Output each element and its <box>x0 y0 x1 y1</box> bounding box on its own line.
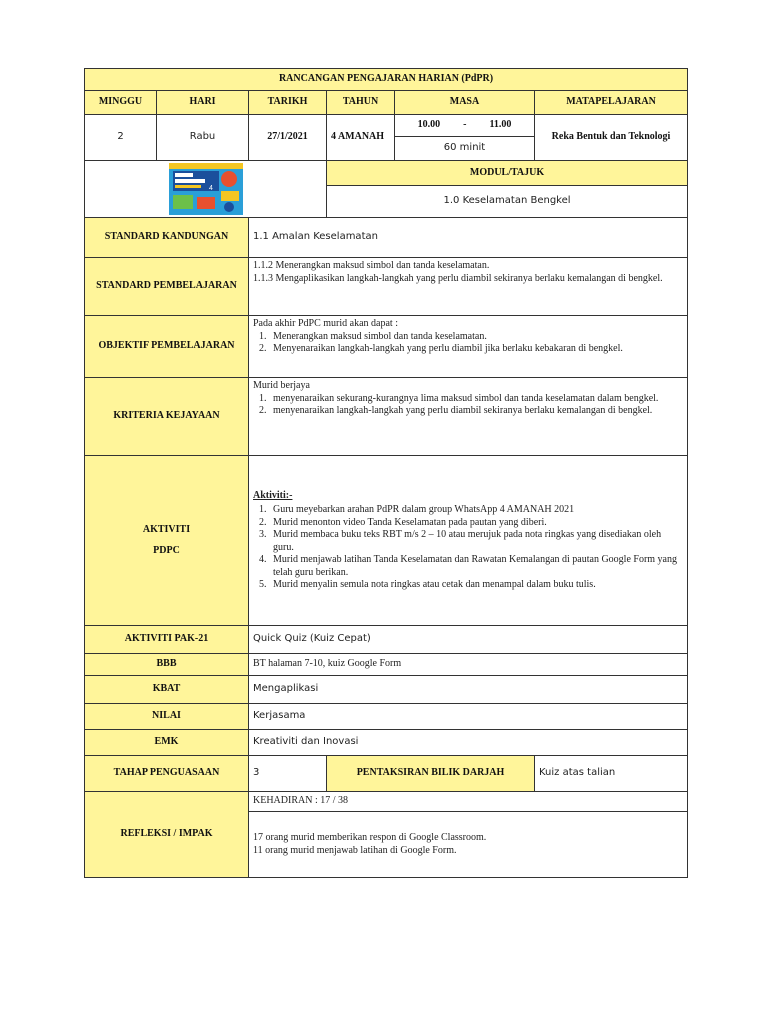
kriteria-list <box>253 393 683 418</box>
header-tarikh: TARIKH <box>249 91 327 115</box>
list-item: 2. Menyenaraikan langkah-langkah yang perlu diambil jika berlaku kebakaran di bengkel. <box>269 343 683 356</box>
emk-label: EMK <box>85 730 249 756</box>
aktiviti-label-line1: AKTIVITI <box>142 524 191 535</box>
masa-start: 10.00 <box>417 119 441 131</box>
header-matapelajaran: MATAPELAJARAN <box>535 91 688 115</box>
header-hari: HARI <box>157 91 249 115</box>
aktiviti-heading: Aktiviti:- <box>253 489 293 501</box>
kk-intro: Murid berjaya <box>253 380 310 391</box>
header-tahun: TAHUN <box>327 91 395 115</box>
standard-pembelajaran-value <box>249 258 688 316</box>
list-item: 4. Murid menjawab latihan Tanda Keselamatan dan Rawatan Kemalangan di pautan Google Form yang telah guru berikan. <box>269 554 683 579</box>
refleksi-line: 17 orang murid memberikan respon di Google Classroom. <box>253 832 487 843</box>
textbook-cover-cell <box>85 161 327 218</box>
aktiviti-pak21-value: Quick Quiz (Kuiz Cepat) <box>249 626 688 654</box>
kbat-label: KBAT <box>85 676 249 704</box>
nilai-value: Kerjasama <box>249 704 688 730</box>
refleksi-value <box>249 812 688 878</box>
nilai-label: NILAI <box>85 704 249 730</box>
matapelajaran-value: Reka Bentuk dan Teknologi <box>535 115 688 161</box>
bbb-value: BT halaman 7-10, kuiz Google Form <box>249 654 688 676</box>
modul-label: MODUL/TAJUK <box>327 161 688 186</box>
kriteria-kejayaan-label: KRITERIA KEJAYAAN <box>85 378 249 456</box>
aktiviti-pak21-label: AKTIVITI PAK-21 <box>85 626 249 654</box>
tarikh-value: 27/1/2021 <box>249 115 327 161</box>
modul-value: 1.0 Keselamatan Bengkel <box>327 186 688 218</box>
list-item: 3. Murid membaca buku teks RBT m/s 2 – 10 atau merujuk pada nota ringkas yang disediakan oleh guru. <box>269 529 683 554</box>
pbd-value: Kuiz atas talian <box>535 756 688 792</box>
header-masa: MASA <box>395 91 535 115</box>
standard-kandungan-value: 1.1 Amalan Keselamatan <box>249 218 688 258</box>
refleksi-label: REFLEKSI / IMPAK <box>85 792 249 878</box>
list-item: 2. Murid menonton video Tanda Keselamatan pada pautan yang diberi. <box>269 517 683 530</box>
hari-value: Rabu <box>157 115 249 161</box>
refleksi-line: 11 orang murid menjawab latihan di Google Form. <box>253 844 457 856</box>
objektif-intro: Pada akhir PdPC murid akan dapat : <box>253 318 398 329</box>
pbd-label: PENTAKSIRAN BILIK DARJAH <box>327 756 535 792</box>
aktiviti-list <box>253 504 683 592</box>
list-item: 1. menyenaraikan sekurang-kurangnya lima maksud simbol dan tanda keselamatan dalam bengkel. <box>269 393 683 406</box>
kbat-value: Mengaplikasi <box>249 676 688 704</box>
masa-separator: - <box>463 119 467 131</box>
lesson-plan-table <box>84 68 688 878</box>
header-minggu: MINGGU <box>85 91 157 115</box>
standard-kandungan-label: STANDARD KANDUNGAN <box>85 218 249 258</box>
aktiviti-pdpc-label <box>85 456 249 626</box>
bbb-label: BBB <box>85 654 249 676</box>
aktiviti-value <box>249 456 688 626</box>
svg-text:4: 4 <box>208 185 213 192</box>
kriteria-kejayaan-value <box>249 378 688 456</box>
objektif-value <box>249 316 688 378</box>
tahap-penguasaan-label: TAHAP PENGUASAAN <box>85 756 249 792</box>
masa-end: 11.00 <box>489 119 512 131</box>
aktiviti-label-line2: PDPC <box>153 544 180 556</box>
header-row <box>85 91 688 115</box>
textbook-cover-image <box>169 163 243 215</box>
objektif-list <box>253 331 683 356</box>
tahap-penguasaan-value: 3 <box>249 756 327 792</box>
standard-pembelajaran-label: STANDARD PEMBELAJARAN <box>85 258 249 316</box>
sp-item: 1.1.2 Menerangkan maksud simbol dan tanda keselamatan. <box>253 260 490 271</box>
list-item: 1. Menerangkan maksud simbol dan tanda keselamatan. <box>269 331 683 344</box>
list-item: 5. Murid menyalin semula nota ringkas atau cetak dan menampal dalam buku tulis. <box>269 579 683 592</box>
emk-value: Kreativiti dan Inovasi <box>249 730 688 756</box>
masa-duration: 60 minit <box>395 137 535 161</box>
list-item: 2. menyenaraikan langkah-langkah yang perlu diambil sekiranya berlaku kemalangan di bengkel. <box>269 405 683 418</box>
plan-title: RANCANGAN PENGAJARAN HARIAN (PdPR) <box>85 69 688 91</box>
minggu-value: 2 <box>85 115 157 161</box>
sp-item: 1.1.3 Mengaplikasikan langkah-langkah yang perlu diambil sekiranya berlaku kemalangan di bengkel. <box>253 272 663 284</box>
masa-time <box>395 115 535 137</box>
list-item: 1. Guru meyebarkan arahan PdPR dalam group WhatsApp 4 AMANAH 2021 <box>269 504 683 517</box>
objektif-label: OBJEKTIF PEMBELAJARAN <box>85 316 249 378</box>
tahun-value: 4 AMANAH <box>327 115 395 161</box>
kehadiran-value: KEHADIRAN : 17 / 38 <box>249 792 688 812</box>
